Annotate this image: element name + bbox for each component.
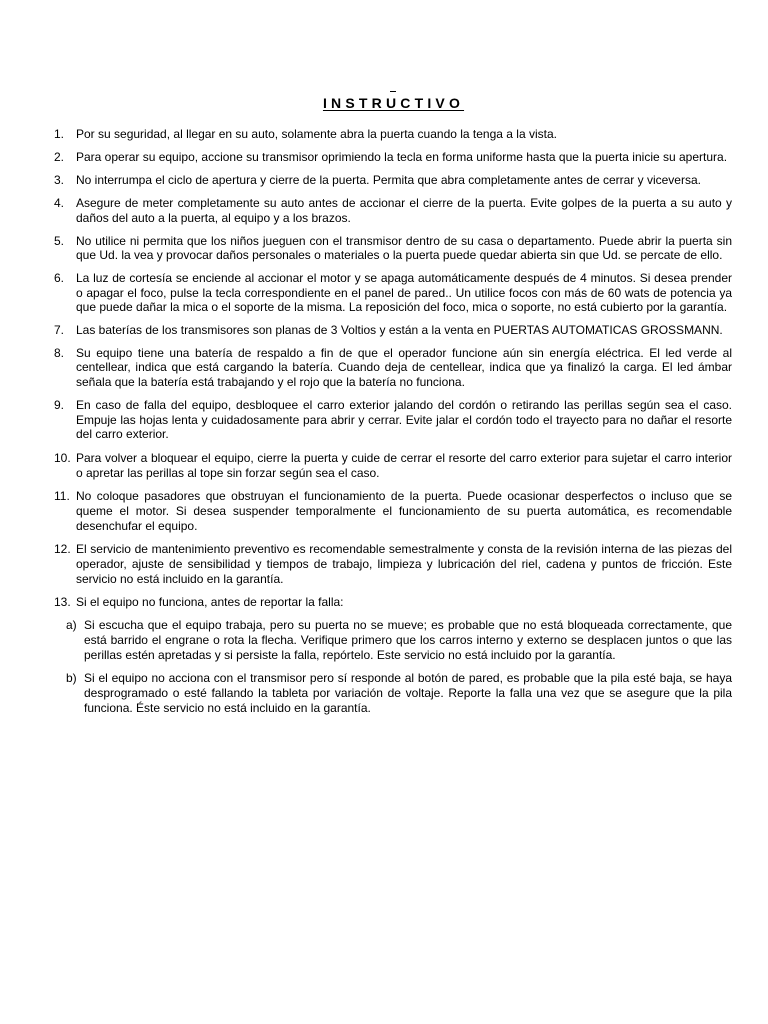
instruction-item: [54, 271, 732, 315]
sub-item-text: Si el equipo no acciona con el transmisor pero sí responde al botón de pared, es probable que la pila esté baja, se haya desprogramado o esté fallando la tableta por variación de voltaje. Reporte la falla una vez que se asegure que la pila funciona. Éste servicio no está incluido en la garantía.: [84, 671, 732, 715]
item-number: 8.: [54, 345, 65, 360]
item-number: 1.: [54, 127, 65, 141]
sub-instruction-item: [66, 618, 732, 662]
item-text: Las baterías de los transmisores son planas de 3 Voltios y están a la venta en PUERTAS AUTOMATICAS GROSSMANN.: [76, 323, 723, 338]
instruction-item: [54, 398, 732, 442]
item-text: Su equipo tiene una batería de respaldo a fin de que el operador funcione aún sin energía eléctrica. El led verde al centellear, indica que está cargando la batería. Cuando deja de centellear, indica que ya finalizó la carga. El led ámbar señala que la batería está trabajando y el rojo que la batería no funciona.: [76, 345, 732, 390]
item-text: En caso de falla del equipo, desbloquee el carro exterior jalando del cordón o retirando las perillas según sea el caso. Empuje las hojas lenta y cuidadosamente para abrir y cerrar. Evite jalar el cordón todo el trayecto para no dañar el resorte del carro exterior.: [76, 397, 732, 442]
item-text: Para volver a bloquear el equipo, cierre la puerta y cuide de cerrar el resorte del carro exterior para sujetar el carro interior o apretar las perillas al tope sin forzar según sea el caso.: [76, 450, 732, 480]
item-number: 4.: [54, 196, 65, 211]
instruction-item: [54, 542, 732, 586]
item-text: No interrumpa el ciclo de apertura y cierre de la puerta. Permita que abra completamente antes de cerrar y viceversa.: [76, 173, 701, 188]
item-number: 10.: [54, 450, 71, 465]
instruction-item: [54, 489, 732, 533]
sub-item-letter: a): [66, 618, 77, 633]
item-number: 13.: [54, 594, 71, 609]
item-text: Asegure de meter completamente su auto antes de accionar el cierre de la puerta. Evite golpes de la puerta a su auto y daños del auto a la puerta, al equipo y a los brazos.: [76, 196, 732, 225]
item-text: Para operar su equipo, accione su transmisor oprimiendo la tecla en forma uniforme hasta que la puerta inicie su apertura.: [76, 149, 728, 164]
item-text: La luz de cortesía se enciende al accionar el motor y se apaga automáticamente después de 4 minutos. Si desea prender o apagar el foco, pulse la tecla correspondiente en el panel de pared.. Un utilice focos con más de 60 wats de potencia ya que puede dañar la mica o el soporte de la misma. La reposición del foco, mica o soporte, no está cubierto por la garantía.: [76, 270, 732, 315]
instruction-item: [54, 196, 732, 225]
document-title: INSTRUCTIVO: [322, 95, 465, 111]
sub-instruction-item: [66, 671, 732, 715]
item-number: 3.: [54, 173, 65, 188]
instruction-item: [54, 234, 732, 263]
instruction-item: [54, 346, 732, 390]
instruction-item: [54, 595, 732, 610]
item-number: 7.: [54, 323, 65, 338]
item-text: No utilice ni permita que los niños jueguen con el transmisor dentro de su casa o departamento. Puede abrir la puerta sin que Ud. la vea y provocar daños personales o materiales o la puerta puede quedar abierta sin que Ud. se percate de ello.: [76, 233, 732, 263]
item-text: El servicio de mantenimiento preventivo es recomendable semestralmente y consta de la revisión interna de las piezas del operador, ajuste de sensibilidad y tiempos de trabajo, limpieza y lubricación del riel, cadena y puntos de fricción. Este servicio no está incluido en la garantía.: [76, 542, 732, 586]
instruction-item: [54, 150, 732, 165]
item-number: 6.: [54, 270, 65, 285]
sub-instruction-list: [66, 618, 732, 715]
item-number: 12.: [54, 542, 71, 557]
item-number: 2.: [54, 149, 65, 164]
item-text: Por su seguridad, al llegar en su auto, solamente abra la puerta cuando la tenga a la vista.: [76, 127, 557, 141]
item-number: 9.: [54, 397, 65, 412]
item-number: 11.: [54, 489, 70, 504]
instruction-item: [54, 323, 732, 338]
instruction-list: [54, 127, 732, 716]
item-number: 5.: [54, 233, 65, 248]
instruction-item: [54, 451, 732, 480]
item-text: No coloque pasadores que obstruyan el funcionamiento de la puerta. Puede ocasionar desperfectos o incluso que se queme el motor. Si desea suspender temporalmente el funcionamiento de su puerta automática, es recomendable desenchufar el equipo.: [76, 489, 732, 533]
sub-item-text: Si escucha que el equipo trabaja, pero su puerta no se mueve; es probable que no está bloqueada correctamente, que está barrido el engrane o rota la flecha. Verifique primero que los carros interno y externo se desplacen juntos o que las perillas estén apretadas y si persiste la falla, repórtelo. Este servicio no está incluido por la garantía.: [84, 618, 732, 662]
sub-item-letter: b): [66, 671, 77, 686]
title-mark: [390, 91, 396, 92]
instruction-item: [54, 127, 732, 142]
sub-list-container: [54, 618, 732, 715]
item-text: Si el equipo no funciona, antes de reportar la falla:: [76, 594, 344, 609]
instruction-item: [54, 173, 732, 188]
